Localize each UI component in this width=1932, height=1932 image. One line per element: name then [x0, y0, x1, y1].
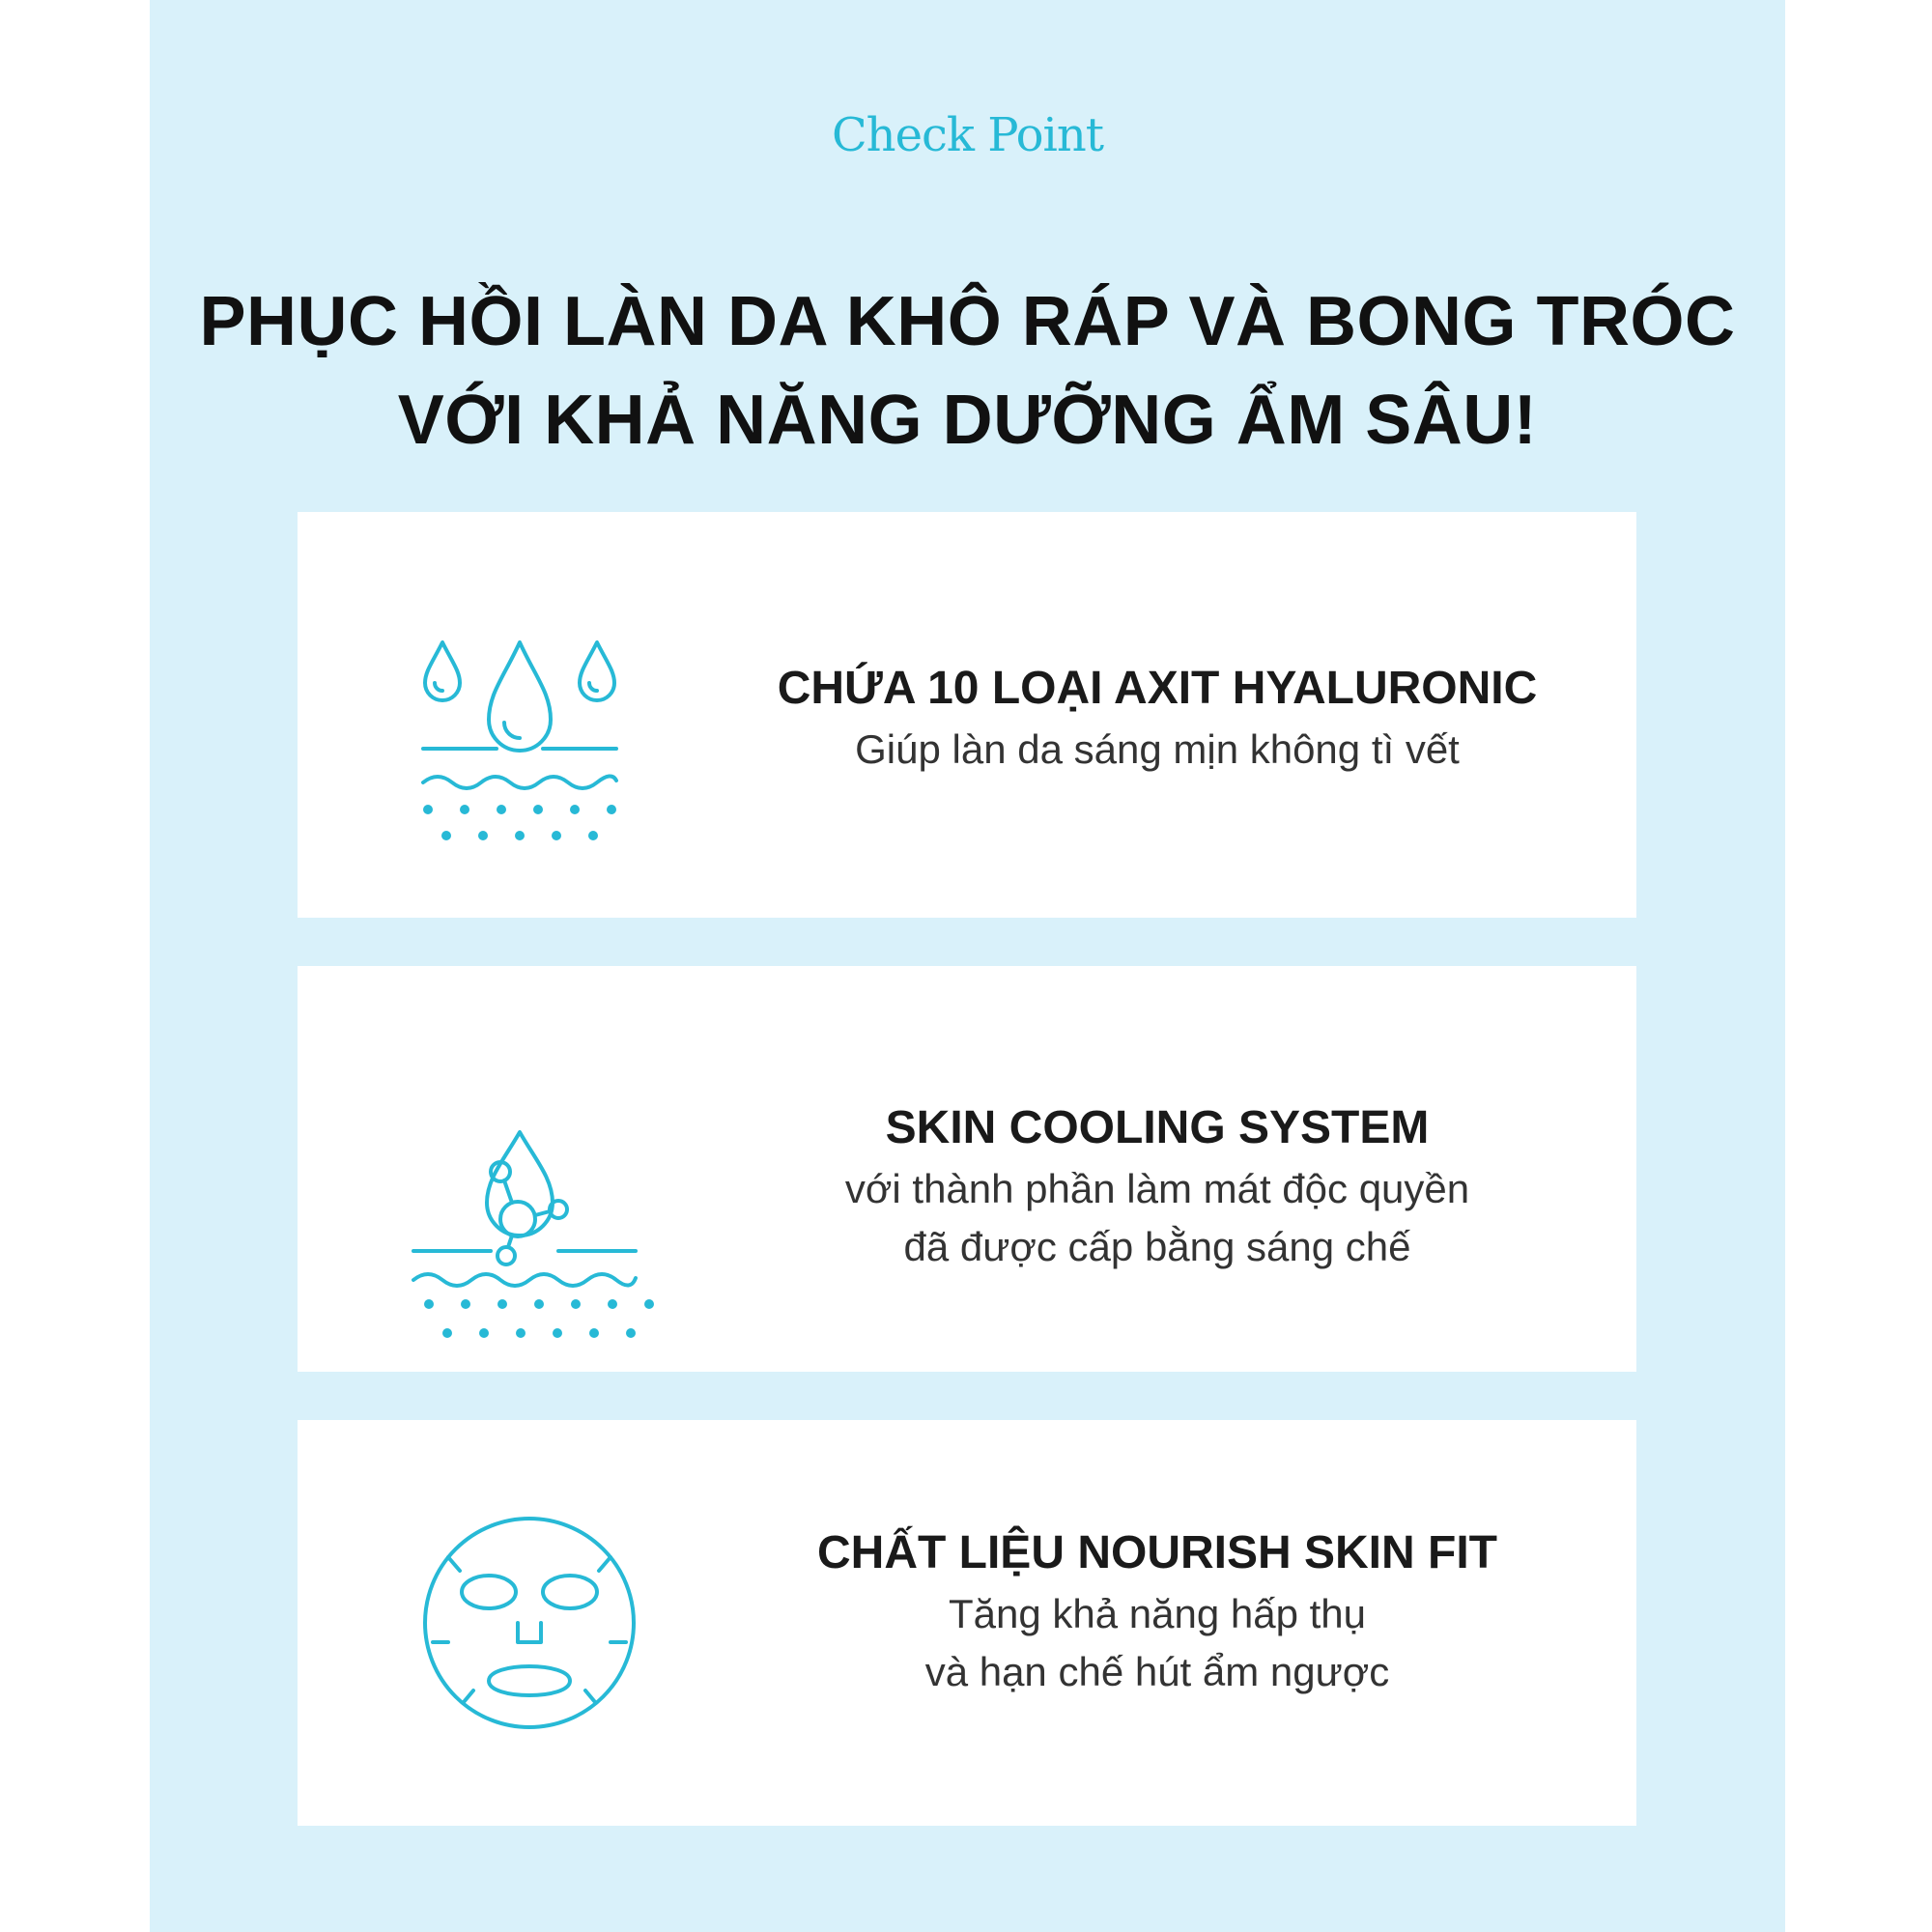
feature-title: CHỨA 10 LOẠI AXIT HYALURONIC	[777, 663, 1538, 714]
feature-desc: và hạn chế hút ẩm ngược	[924, 1649, 1390, 1694]
brand-logo: Check Point	[831, 108, 1104, 162]
feature-desc: Giúp làn da sáng mịn không tì vết	[855, 726, 1460, 772]
feature-card-hyaluronic	[298, 512, 1636, 918]
molecule-drop-skin-icon	[404, 1043, 655, 1294]
feature-desc: với thành phần làm mát độc quyền	[844, 1166, 1470, 1211]
feature-title: SKIN COOLING SYSTEM	[885, 1102, 1430, 1153]
feature-card-cooling	[298, 966, 1636, 1372]
headline-line-1: PHỤC HỒI LÀN DA KHÔ RÁP VÀ BONG TRÓC	[199, 283, 1736, 360]
feature-title: CHẤT LIỆU NOURISH SKIN FIT	[817, 1527, 1497, 1578]
feature-text-3	[703, 1521, 1611, 1701]
feature-text-1	[703, 657, 1611, 779]
feature-desc: Tăng khả năng hấp thụ	[948, 1591, 1367, 1636]
promo-panel	[150, 0, 1785, 1932]
water-drops-skin-icon	[404, 589, 655, 840]
headline	[150, 272, 1785, 469]
feature-text-2	[703, 1096, 1611, 1276]
skin-dots-icon	[413, 1294, 665, 1362]
face-mask-icon	[404, 1497, 655, 1748]
feature-desc: đã được cấp bằng sáng chế	[903, 1224, 1411, 1269]
feature-card-skin-fit	[298, 1420, 1636, 1826]
headline-line-2: VỚI KHẢ NĂNG DƯỠNG ẨM SÂU!	[397, 382, 1538, 459]
